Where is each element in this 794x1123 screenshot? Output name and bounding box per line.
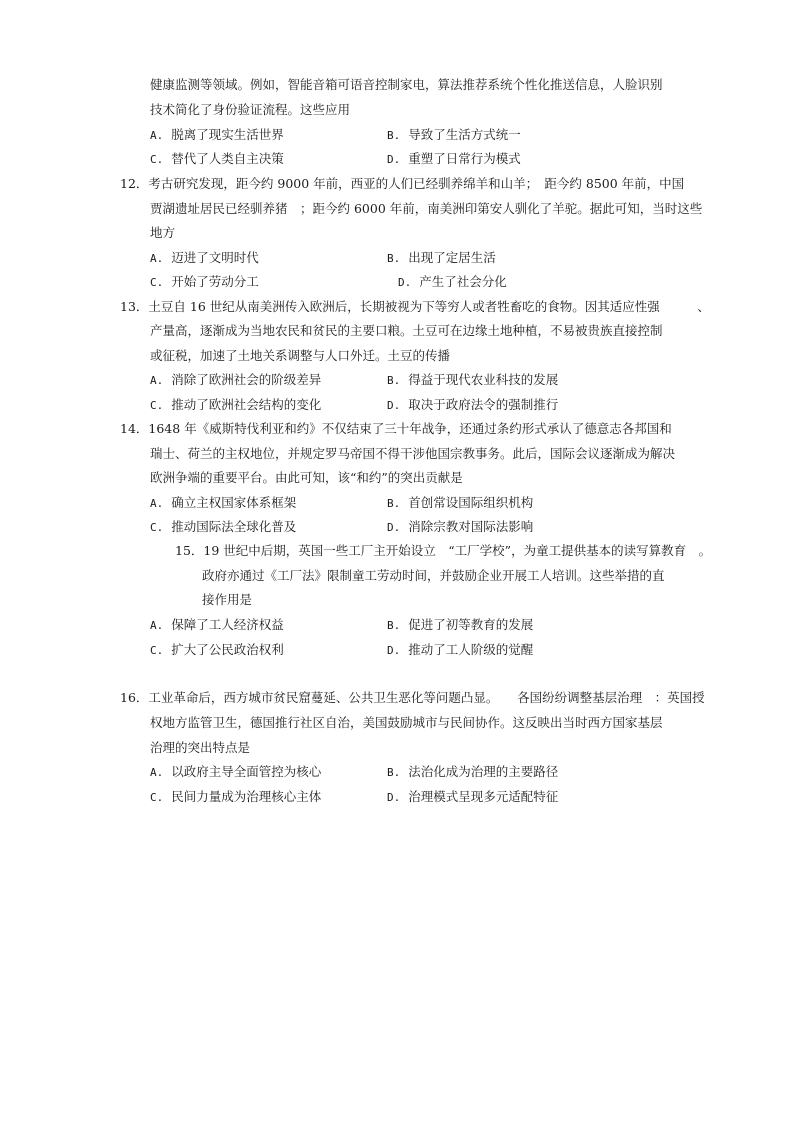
q13-stem-line-3: 或征税，加速了土地关系调整与人口外迁。土豆的传播: [150, 348, 451, 363]
q16-option-a[interactable]: A. 以政府主导全面管控为核心: [150, 764, 322, 779]
q11-option-c[interactable]: C. 替代了人类自主决策: [150, 151, 284, 166]
q14-stem-line-2: 瑞士、荷兰的主权地位，并规定罗马帝国不得干涉他国宗教事务。此后，国际会议逐渐成为解决: [150, 446, 676, 461]
q11-line-1: 健康监测等领域。例如，智能音箱可语音控制家电，算法推荐系统个性化推送信息，人脸识别: [150, 77, 663, 92]
q13-option-a[interactable]: A. 消除了欧洲社会的阶级差异: [150, 372, 322, 387]
q13-stem-line-2: 产量高，逐渐成为当地农民和贫民的主要口粮。土豆可在边缘土地种植，不易被贵族直接控制: [150, 323, 663, 338]
q12-option-a[interactable]: A. 迈进了文明时代: [150, 250, 259, 265]
q13-option-b[interactable]: B. 得益于现代农业科技的发展: [387, 372, 559, 387]
q15-option-b[interactable]: B. 促进了初等教育的发展: [387, 617, 534, 632]
q12-stem-line-1: 12．考古研究发现，距今约 9000 年前，西亚的人们已经驯养绵羊和山羊； 距今约 8500 年前，中国: [120, 176, 685, 191]
q12-option-b[interactable]: B. 出现了定居生活: [387, 250, 496, 265]
q15-stem-line-1: 15．19 世纪中后期，英国一些工厂主开始设立 “工厂学校”，为童工提供基本的读写算教育 。: [175, 543, 712, 558]
q16-stem-line-3: 治理的突出特点是: [150, 740, 251, 755]
q16-option-c[interactable]: C. 民间力量成为治理核心主体: [150, 789, 322, 804]
q14-option-d[interactable]: D. 消除宗教对国际法影响: [387, 519, 534, 534]
q11-option-a[interactable]: A. 脱离了现实生活世界: [150, 127, 284, 142]
q13-option-c[interactable]: C. 推动了欧洲社会结构的变化: [150, 397, 322, 412]
q13-option-d[interactable]: D. 取决于政府法令的强制推行: [387, 397, 559, 412]
q15-option-c[interactable]: C. 扩大了公民政治权利: [150, 642, 284, 657]
q12-stem-line-3: 地方: [150, 225, 176, 240]
q15-stem-line-3: 接作用是: [202, 592, 253, 607]
q15-option-d[interactable]: D. 推动了工人阶级的觉醒: [387, 642, 534, 657]
q12-option-d[interactable]: D. 产生了社会分化: [398, 274, 507, 289]
q14-stem-line-1: 14．1648 年《威斯特伐利亚和约》不仅结束了三十年战争，还通过条约形式承认了德意志各邦国和: [120, 421, 672, 436]
q15-option-a[interactable]: A. 保障了工人经济权益: [150, 617, 284, 632]
q13-stem-line-1: 13．土豆自 16 世纪从南美洲传入欧洲后，长期被视为下等穷人或者牲畜吃的食物。因其适应性强 、: [120, 299, 710, 314]
q16-option-d[interactable]: D. 治理模式呈现多元适配特征: [387, 789, 559, 804]
q14-option-b[interactable]: B. 首创常设国际组织机构: [387, 495, 534, 510]
q14-option-a[interactable]: A. 确立主权国家体系框架: [150, 495, 297, 510]
q11-option-d[interactable]: D. 重塑了日常行为模式: [387, 151, 521, 166]
q15-stem-line-2: 政府亦通过《工厂法》限制童工劳动时间，并鼓励企业开展工人培训。这些举措的直: [202, 568, 665, 583]
q16-option-b[interactable]: B. 法治化成为治理的主要路径: [387, 764, 559, 779]
q12-option-c[interactable]: C. 开始了劳动分工: [150, 274, 259, 289]
q16-stem-line-2: 权地方监管卫生，德国推行社区自治，美国鼓励城市与民间协作。这反映出当时西方国家基层: [150, 715, 663, 730]
q11-line-2: 技术简化了身份验证流程。这些应用: [150, 102, 351, 117]
q14-option-c[interactable]: C. 推动国际法全球化普及: [150, 519, 297, 534]
q16-stem-line-1: 16．工业革命后，西方城市贫民窟蔓延、公共卫生恶化等问题凸显。 各国纷纷调整基层治理 ：英国授: [120, 690, 705, 705]
q14-stem-line-3: 欧洲争端的重要平台。由此可知，该“和约”的突出贡献是: [150, 470, 463, 485]
q12-stem-line-2: 贾湖遗址居民已经驯养猪 ；距今约 6000 年前，南美洲印第安人驯化了羊驼。据此可知，当时这些: [150, 201, 703, 216]
q11-option-b[interactable]: B. 导致了生活方式统一: [387, 127, 521, 142]
